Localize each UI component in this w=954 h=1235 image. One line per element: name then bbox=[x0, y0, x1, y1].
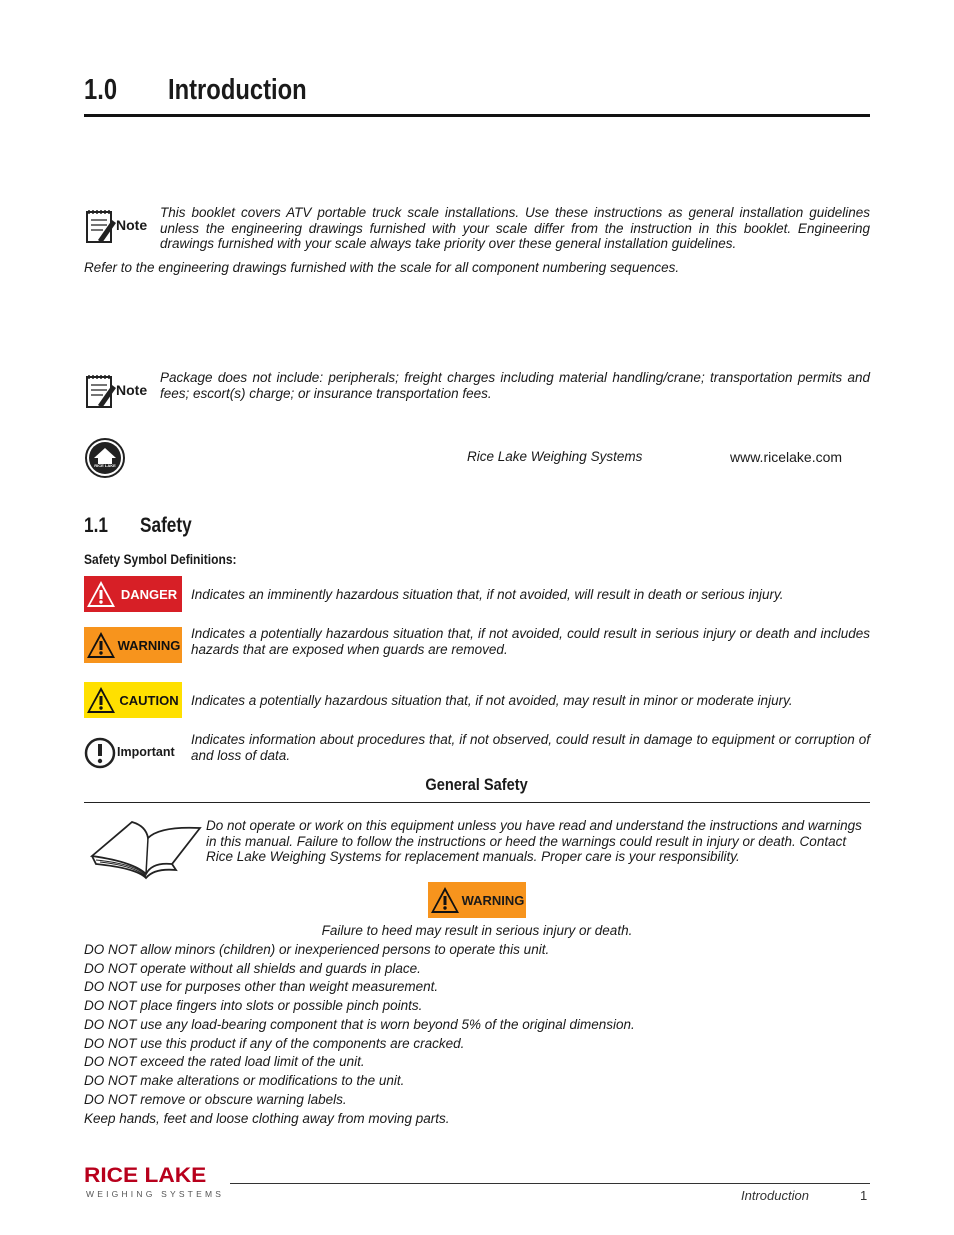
note-icon-2 bbox=[84, 371, 120, 416]
home-icon bbox=[84, 437, 126, 484]
warning-triangle-icon bbox=[430, 885, 460, 915]
general-warning-label: WARNING bbox=[461, 892, 525, 908]
section-number: 1.0 bbox=[84, 74, 118, 106]
warning-triangle-icon bbox=[86, 579, 116, 609]
company-name: Rice Lake Weighing Systems bbox=[467, 449, 643, 464]
safety-rule: DO NOT exceed the rated load limit of the unit. bbox=[84, 1054, 365, 1069]
safety-rule: DO NOT allow minors (children) or inexperienced persons to operate this unit. bbox=[84, 942, 550, 957]
intro-paragraph: Refer to the engineering drawings furnished with the scale for all component numbering sequences. bbox=[84, 260, 680, 275]
note-label-1: Note bbox=[116, 217, 148, 233]
danger-badge bbox=[84, 576, 182, 612]
rice-lake-logo-subtitle: WEIGHING SYSTEMS bbox=[86, 1189, 225, 1199]
danger-label: DANGER bbox=[120, 586, 178, 602]
warning-triangle-icon bbox=[86, 685, 116, 715]
important-icon bbox=[84, 737, 116, 774]
caution-definition: Indicates a potentially hazardous situation that, if not avoided, may result in minor or moderate injury. bbox=[191, 693, 793, 708]
warning-badge bbox=[84, 627, 182, 663]
danger-definition: Indicates an imminently hazardous situation that, if not avoided, will result in death or serious injury. bbox=[191, 587, 784, 602]
safety-rule: DO NOT place fingers into slots or possible pinch points. bbox=[84, 998, 423, 1013]
safety-section-number: 1.1 bbox=[84, 514, 108, 537]
general-safety-text: Do not operate or work on this equipment unless you have read and understand the instructions and warnings in this manual. Failure to follow the instructions or heed the warnings could result in injury or death. Contact Rice Lake Weighing Systems for replacement manuals. Proper care is your responsibility. bbox=[206, 818, 862, 864]
rice-lake-logo: RICE LAKE bbox=[84, 1164, 207, 1187]
warning-triangle-icon bbox=[86, 630, 116, 660]
safety-title: Safety bbox=[140, 514, 192, 537]
note-text-2: Package does not include: peripherals; freight charges including material handling/crane; transportation permits and fees; escort(s) charge; or insurance transportation fees. bbox=[160, 370, 870, 401]
home-icon-text: RICE LAKE bbox=[94, 463, 116, 468]
footer-section: Introduction bbox=[741, 1188, 809, 1203]
safety-rule: DO NOT use this product if any of the components are cracked. bbox=[84, 1036, 465, 1051]
note-label-2: Note bbox=[116, 382, 148, 398]
open-book-icon bbox=[88, 816, 204, 887]
caution-badge bbox=[84, 682, 182, 718]
safety-rule: DO NOT use any load-bearing component that is worn beyond 5% of the original dimension. bbox=[84, 1017, 635, 1032]
safety-rule: Keep hands, feet and loose clothing away from moving parts. bbox=[84, 1111, 450, 1126]
safety-rule: DO NOT operate without all shields and guards in place. bbox=[84, 961, 421, 976]
safety-rule: DO NOT use for purposes other than weight measurement. bbox=[84, 979, 439, 994]
page-title: Introduction bbox=[168, 74, 307, 106]
general-safety-rule bbox=[84, 802, 870, 803]
general-warning-badge bbox=[428, 882, 526, 918]
notepad-icon bbox=[84, 371, 120, 411]
safety-rule: DO NOT remove or obscure warning labels. bbox=[84, 1092, 347, 1107]
title-rule bbox=[84, 114, 870, 117]
general-safety-heading: General Safety bbox=[425, 775, 529, 794]
notepad-icon bbox=[84, 206, 120, 246]
note-icon-1 bbox=[84, 206, 120, 251]
important-label: Important bbox=[117, 745, 175, 759]
page-number: 1 bbox=[860, 1188, 868, 1203]
footer-rule bbox=[230, 1183, 870, 1184]
note-text-1: This booklet covers ATV portable truck scale installations. Use these instructions as general installation guidelines unless the engineering drawings furnished with your scale differ from the instruction in this booklet. Engineering drawings furnished with your scale always take priority over these general installation guidelines. bbox=[160, 205, 870, 251]
warning-label: WARNING bbox=[117, 637, 181, 653]
safety-rule: DO NOT make alterations or modifications to the unit. bbox=[84, 1073, 405, 1088]
website-link[interactable]: www.ricelake.com bbox=[730, 449, 843, 465]
warning-caption: Failure to heed may result in serious injury or death. bbox=[321, 923, 633, 938]
warning-definition: Indicates a potentially hazardous situation that, if not avoided, could result in serious injury or death and includes hazards that are exposed when guards are removed. bbox=[191, 626, 870, 657]
safety-subheading: Safety Symbol Definitions: bbox=[84, 551, 237, 567]
important-definition: Indicates information about procedures that, if not observed, could result in damage to equipment or corruption of and loss of data. bbox=[191, 732, 870, 763]
caution-label: CAUTION bbox=[119, 692, 179, 708]
